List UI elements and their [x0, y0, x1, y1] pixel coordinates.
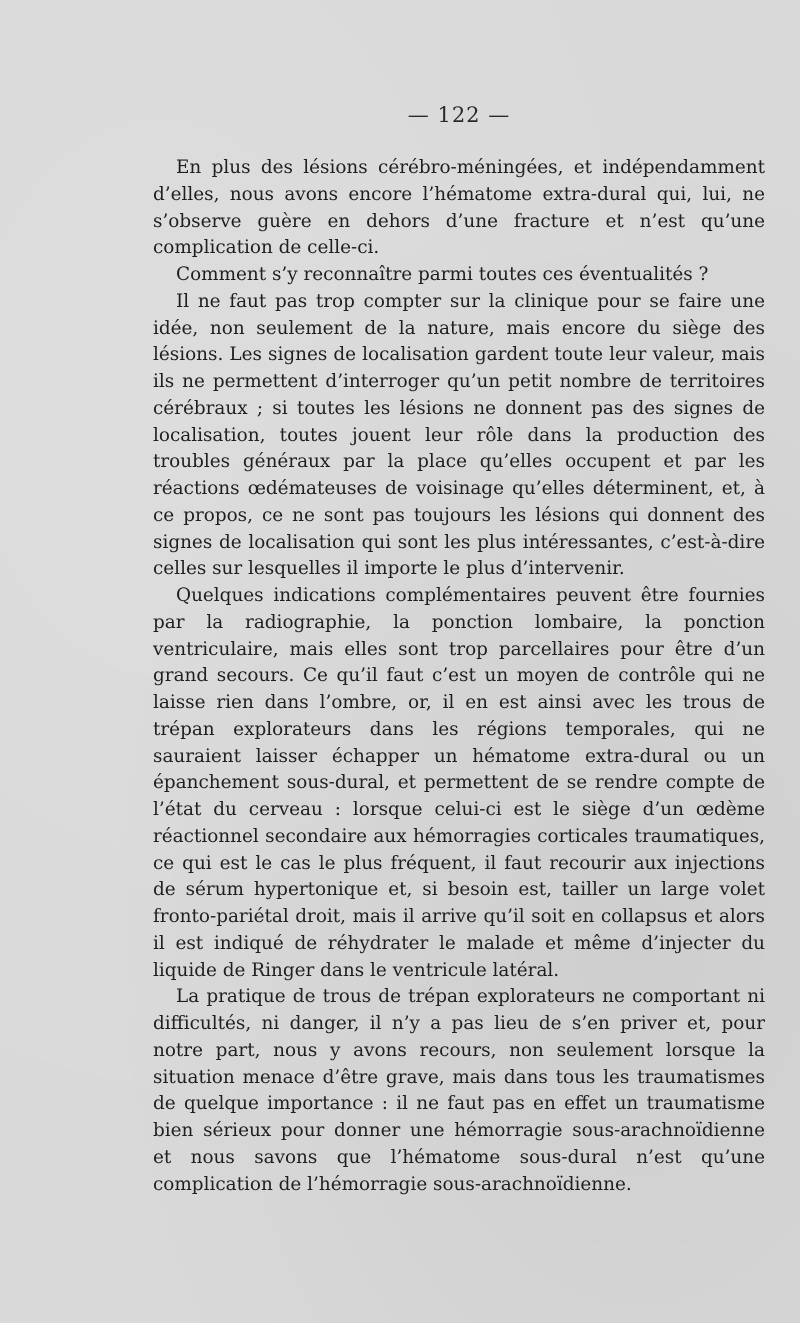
paragraph-2: Comment s’y reconnaître parmi toutes ces éventualités ? [176, 264, 709, 285]
paragraph-3: Il ne faut pas trop compter sur la clinique pour se faire une idée, non seulement de la nature, mais encore du siège des lésions. Les signes de localisation gardent toute leur valeur, mais ils ne permettent d’interroger qu’un petit nombre de territoires cérébraux ; si toutes les lésions ne donnent pas des signes de localisation, toutes jouent leur rôle dans la production des troubles généraux par la place qu’elles occupent et par les réactions œdémateuses de voisinage qu’elles déterminent, et, à ce propos, ce ne sont pas toujours les lésions qui donnent des signes de localisation qui sont les plus intéressantes, c’est-à-dire celles sur lesquelles il importe le plus d’intervenir. [153, 290, 765, 580]
body-text [153, 155, 765, 1198]
page-number: — 122 — [407, 103, 511, 127]
paragraph-1: En plus des lésions cérébro-méningées, et indépendamment d’elles, nous avons encore l’hématome extra-dural qui, lui, ne s’observe guère en dehors d’une fracture et n’est qu’une complication de celle-ci. [153, 157, 765, 259]
paragraph-5: La pratique de trous de trépan explorateurs ne comportant ni difficultés, ni danger, il n’y a pas lieu de s’en priver et, pour notre part, nous y avons recours, non seulement lorsque la situation menace d’être grave, mais dans tous les traumatismes de quelque importance : il ne faut pas en effet un traumatisme bien sérieux pour donner une hémorragie sous-arachnoïdienne et nous savons que l’hématome sous-dural n’est qu’une complication de l’hémorragie sous-arachnoïdienne. [153, 986, 765, 1195]
paragraph-4: Quelques indications complémentaires peuvent être fournies par la radiographie, la ponction lombaire, la ponction ventriculaire, mais elles sont trop parcellaires pour être d’un grand secours. Ce qu’il faut c’est un moyen de contrôle qui ne laisse rien dans l’ombre, or, il en est ainsi avec les trous de trépan explorateurs dans les régions temporales, qui ne sauraient laisser échapper un hématome extra-dural ou un épanchement sous-dural, et permettent de se rendre compte de l’état du cerveau : lorsque celui-ci est le siège d’un œdème réactionnel secondaire aux hémorragies corticales traumatiques, ce qui est le cas le plus fréquent, il faut recourir aux injections de sérum hypertonique et, si besoin est, tailler un large volet fronto-pariétal droit, mais il arrive qu’il soit en collapsus et alors il est indiqué de réhydrater le malade et même d’injecter du liquide de Ringer dans le ventricule latéral. [153, 585, 765, 981]
